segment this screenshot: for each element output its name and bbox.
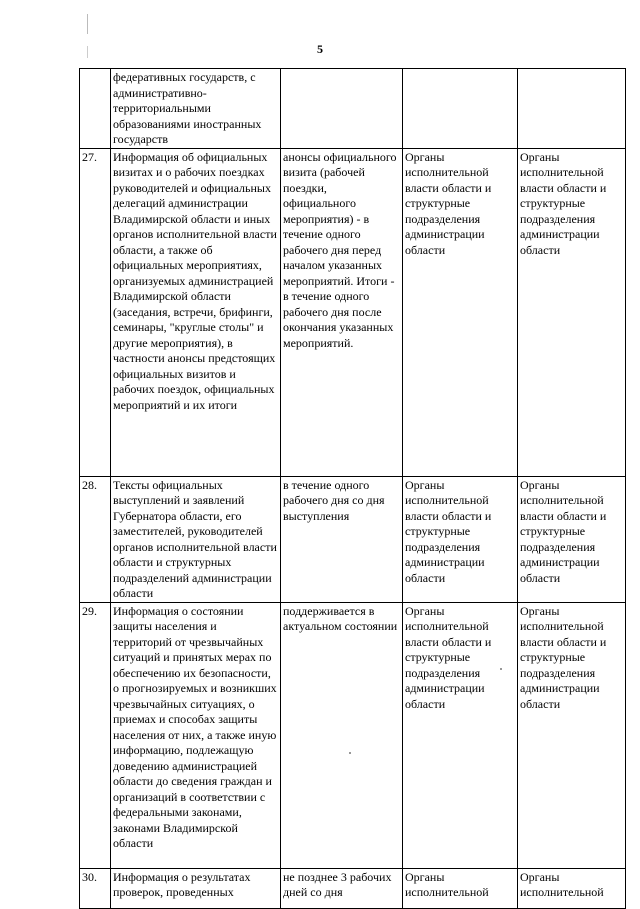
row-number: 29. (80, 602, 111, 868)
row-number (80, 69, 111, 149)
table-row (80, 868, 626, 908)
term-cell: анонсы официального визита (рабочей поездки, официального мероприятия) - в течение одного рабочего дня перед началом указанных мероприятий. Итоги - в течение одного рабочего дня после окончания указанных мероприятий. (281, 148, 403, 476)
term-cell: поддерживается в актуальном состоянии (281, 602, 403, 868)
term-cell: не позднее 3 рабочих дней со дня (281, 868, 403, 908)
responsible-cell: Органы исполнительной власти области и структурные подразделения администрации области (403, 602, 518, 868)
row-number: 28. (80, 476, 111, 602)
responsible-cell: Органы исполнительной власти области и структурные подразделения администрации области (403, 476, 518, 602)
table-row (80, 69, 626, 149)
table-row (80, 476, 626, 602)
row-number: 30. (80, 868, 111, 908)
responsible-cell-2: Органы исполнительной власти области и структурные подразделения администрации области (518, 602, 626, 868)
info-cell: федеративных государств, с административно-территориальными образованиями иностранных государств (111, 69, 281, 149)
scan-margin-mark (87, 14, 88, 34)
responsible-cell: Органы исполнительной власти области и структурные подразделения администрации области (403, 148, 518, 476)
responsible-cell-2 (518, 69, 626, 149)
responsible-cell (403, 69, 518, 149)
responsible-cell-2: Органы исполнительной власти области и структурные подразделения администрации области (518, 148, 626, 476)
term-cell: в течение одного рабочего дня со дня выступления (281, 476, 403, 602)
row-number: 27. (80, 148, 111, 476)
information-table (79, 68, 626, 909)
info-cell: Информация о состоянии защиты населения и территорий от чрезвычайных ситуаций и принятых мерах по обеспечению их безопасности, о прогнозируемых и возникших чрезвычайных ситуациях, о приемах и способах защиты населения от них, а также иную информацию, подлежащую доведению администрацией области до сведения граждан и организаций в соответствии с федеральными законами, законами Владимирской области (111, 602, 281, 868)
info-cell: Информация об официальных визитах и о рабочих поездках руководителей и официальных делегаций администрации Владимирской области и иных органов исполнительной власти области, а также об официальных мероприятиях, организуемых администрацией Владимирской области (заседания, встречи, брифинги, семинары, "круглые столы" и другие мероприятия), в частности анонсы предстоящих официальных визитов и рабочих поездок, официальных мероприятий и их итоги (111, 148, 281, 476)
page-number: 5 (317, 42, 323, 56)
info-cell: Тексты официальных выступлений и заявлений Губернатора области, его заместителей, руководителей органов исполнительной власти области и структурных подразделений администрации области (111, 476, 281, 602)
table-row (80, 148, 626, 476)
responsible-cell-2: Органы исполнительной власти области и структурные подразделения администрации области (518, 476, 626, 602)
info-cell: Информация о результатах проверок, проведенных (111, 868, 281, 908)
term-cell (281, 69, 403, 149)
responsible-cell-2: Органы исполнительной (518, 868, 626, 908)
responsible-cell: Органы исполнительной (403, 868, 518, 908)
table-row (80, 602, 626, 868)
